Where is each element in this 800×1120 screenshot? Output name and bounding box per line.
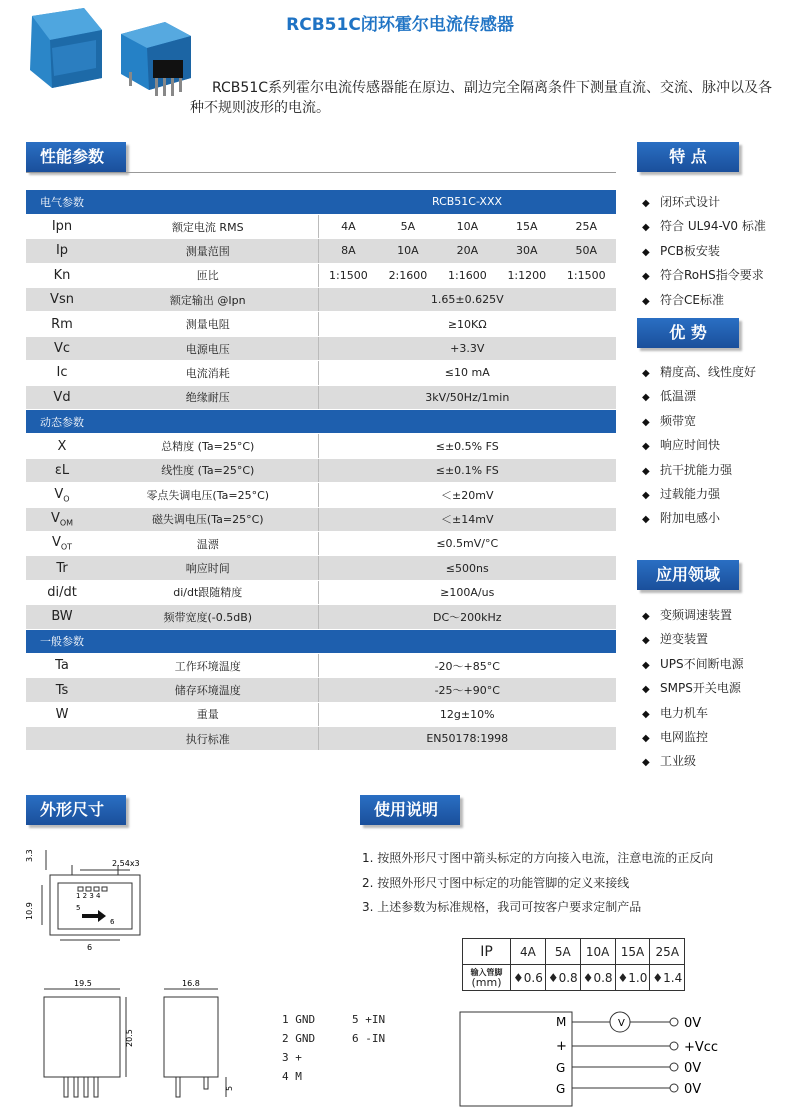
list-item (642, 725, 744, 749)
page-title: RCB51C闭环霍尔电流传感器 (286, 15, 514, 35)
list-item (642, 652, 744, 676)
spec-name: 总精度 (Ta=25°C) (98, 434, 318, 458)
diamond-bullet-icon: ◆ (642, 295, 650, 307)
dim-3.3: 3.3 (25, 849, 34, 862)
wiring-diagram (458, 1010, 738, 1110)
spec-name: 额定电流 RMS (98, 214, 318, 238)
spec-value: 25A (557, 214, 616, 238)
usage-item: 2. 按照外形尺寸图中标定的功能管脚的定义来接线 (362, 875, 630, 890)
spec-symbol: Kn (26, 263, 98, 287)
list-item-label: PCB板安装 (660, 243, 720, 258)
dimension-drawing-top (20, 840, 160, 960)
table-row (26, 678, 616, 702)
pin-6-label: 6 (110, 918, 115, 926)
pin-table-current: 5A (545, 939, 580, 965)
list-item (642, 433, 756, 457)
table-row (26, 385, 616, 409)
dim-2.54x3: 2.54x3 (112, 859, 140, 868)
list-item (642, 458, 756, 482)
spec-symbol: BW (26, 605, 98, 629)
spec-name: 测量范围 (98, 239, 318, 263)
table-row (26, 239, 616, 263)
pin-table-diameter: ♦1.4 (650, 965, 685, 991)
list-item-label: UPS不间断电源 (660, 656, 744, 671)
spec-value: 1.65±0.625V (318, 288, 616, 312)
list-item (642, 288, 766, 312)
applications-header: 应用领域 (637, 560, 739, 590)
diamond-bullet-icon: ◆ (642, 416, 650, 428)
spec-symbol-base: V (54, 486, 64, 502)
spec-symbol: Ts (26, 678, 98, 702)
diamond-bullet-icon: ◆ (642, 246, 650, 258)
spec-name: 绝缘耐压 (98, 385, 318, 409)
diamond-bullet-icon: ◆ (642, 489, 650, 501)
spec-name: 工作环境温度 (98, 653, 318, 677)
table-row (26, 702, 616, 726)
diamond-bullet-icon: ◆ (642, 271, 650, 283)
table-row (26, 458, 616, 482)
spec-value: 3kV/50Hz/1min (318, 385, 616, 409)
diamond-bullet-icon: ◆ (642, 732, 650, 744)
table-row (26, 605, 616, 629)
spec-value: ≥100A/us (318, 580, 616, 604)
dim-5: 5 (225, 1085, 234, 1091)
spec-symbol-sub: O (63, 494, 70, 504)
diamond-bullet-icon: ◆ (642, 635, 650, 647)
spec-value: 50A (557, 239, 616, 263)
table-row (26, 483, 616, 507)
spec-symbol: Ip (26, 239, 98, 263)
diamond-bullet-icon: ◆ (642, 514, 650, 526)
pin-4: 4 M (282, 1070, 302, 1083)
pin-table-diameter: ♦0.6 (511, 965, 546, 991)
spec-value: ≤10 mA (318, 361, 616, 385)
spec-value: 15A (497, 214, 556, 238)
spec-symbol: Ipn (26, 214, 98, 238)
list-item (642, 263, 766, 287)
spec-name: 电流消耗 (98, 361, 318, 385)
spec-name: 额定输出 @Ipn (98, 288, 318, 312)
spec-value: 30A (497, 239, 556, 263)
diamond-bullet-icon: ◆ (642, 392, 650, 404)
spec-value: ＜±14mV (318, 507, 616, 531)
pin-table-diameter: ♦0.8 (580, 965, 615, 991)
diamond-bullet-icon: ◆ (642, 611, 650, 622)
list-item-label: 精度高、线性度好 (660, 365, 757, 379)
table-row (26, 288, 616, 312)
pin-table-label-top: 输入管脚 (470, 967, 503, 977)
spec-value: 2:1600 (378, 263, 437, 287)
table-row (26, 214, 616, 238)
spec-value: ≤±0.1% FS (318, 458, 616, 482)
pin-5-label: 5 (76, 904, 81, 912)
dim-6: 6 (87, 943, 93, 952)
product-image-side (115, 22, 193, 100)
table-row (26, 434, 616, 458)
spec-name: 响应时间 (98, 556, 318, 580)
list-item-label: 闭环式设计 (660, 195, 721, 209)
list-item-label: 变频调速装置 (660, 608, 733, 622)
list-item-label: 响应时间快 (660, 438, 721, 453)
spec-model-label (318, 629, 616, 653)
list-item-label: 低温漂 (660, 389, 697, 404)
wire-label-g2: G (556, 1082, 566, 1096)
spec-value: DC～200kHz (318, 605, 616, 629)
spec-table (26, 190, 616, 751)
pin-table-current: 15A (615, 939, 650, 965)
list-item-label: SMPS开关电源 (660, 681, 741, 696)
list-item-label: 过载能力强 (660, 486, 721, 501)
spec-symbol: Vsn (26, 288, 98, 312)
wire-out-1: 0V (684, 1016, 702, 1031)
pin-table-label-bottom: (mm) (471, 975, 502, 989)
diamond-bullet-icon: ◆ (642, 659, 650, 671)
pin-2: 2 GND (282, 1032, 316, 1045)
features-list (642, 190, 766, 312)
spec-group-label: 动态参数 (26, 410, 318, 434)
product-image-front (22, 8, 104, 88)
usage-item: 3. 上述参数为标准规格，我司可按客户要求定制产品 (362, 900, 642, 914)
spec-group-label: 电气参数 (26, 190, 318, 214)
list-item-label: 附加电感小 (660, 511, 721, 526)
diamond-bullet-icon: ◆ (642, 465, 650, 477)
wire-out-4: 0V (684, 1082, 702, 1097)
spec-value: ≤500ns (318, 556, 616, 580)
spec-value: -20～+85°C (318, 653, 616, 677)
list-item-label: 逆变装置 (660, 632, 709, 647)
table-row (26, 556, 616, 580)
spec-name: 匝比 (98, 263, 318, 287)
dimension-drawing-front (20, 975, 260, 1115)
wire-label-plus: + (556, 1039, 567, 1054)
spec-symbol (26, 531, 98, 555)
list-item-label: 频带宽 (660, 413, 697, 428)
advantages-list (642, 360, 756, 531)
spec-value: 20A (438, 239, 497, 263)
spec-group-header (26, 629, 616, 653)
diamond-bullet-icon: ◆ (642, 441, 650, 453)
spec-symbol: Ic (26, 361, 98, 385)
intro-text: RCB51C系列霍尔电流传感器能在原边、副边完全隔离条件下测量直流、交流、脉冲以及各种不规则波形的电流。 (190, 80, 772, 116)
spec-value: ≥10KΩ (318, 312, 616, 336)
list-item (642, 360, 756, 384)
table-row (26, 727, 616, 751)
pin-list-left (282, 1010, 315, 1086)
spec-symbol-base: V (51, 535, 61, 551)
spec-value: 1:1200 (497, 263, 556, 287)
list-item (642, 676, 744, 700)
spec-symbol: Rm (26, 312, 98, 336)
list-item (642, 239, 766, 263)
spec-name: 执行标准 (98, 727, 318, 751)
spec-value: 4A (318, 214, 378, 238)
spec-group-label: 一般参数 (26, 629, 318, 653)
spec-symbol: Vc (26, 336, 98, 360)
spec-symbol (26, 507, 98, 531)
table-row (26, 336, 616, 360)
spec-symbol-base: V (50, 510, 60, 526)
list-item (642, 384, 756, 408)
spec-value: 1:1600 (438, 263, 497, 287)
spec-name: 重量 (98, 702, 318, 726)
diamond-bullet-icon: ◆ (642, 222, 650, 234)
spec-symbol: Tr (26, 556, 98, 580)
spec-symbol-sub: OT (60, 542, 73, 552)
pin-table-diameter: ♦1.0 (615, 965, 650, 991)
pin-6: 6 -IN (352, 1032, 386, 1045)
spec-symbol: W (26, 702, 98, 726)
spec-name: 测量电阻 (98, 312, 318, 336)
spec-group-header (26, 190, 616, 214)
table-row (26, 312, 616, 336)
spec-name: 电源电压 (98, 336, 318, 360)
spec-name: 储存环境温度 (98, 678, 318, 702)
table-row (26, 361, 616, 385)
pin-table-head: IP (463, 939, 511, 965)
spec-symbol: di/dt (26, 580, 98, 604)
spec-value: 1:1500 (557, 263, 616, 287)
spec-value: ≤0.5mV/°C (318, 531, 616, 555)
list-item (642, 627, 744, 651)
spec-name: 温漂 (98, 531, 318, 555)
wire-label-m: M (556, 1015, 567, 1029)
pin-numbers-top: 1 2 3 4 (76, 892, 101, 900)
spec-name: 零点失调电压(Ta=25°C) (98, 483, 318, 507)
section-divider (26, 172, 616, 173)
spec-symbol (26, 483, 98, 507)
list-item (642, 749, 744, 773)
dim-10.9: 10.9 (25, 902, 34, 920)
spec-value: 5A (378, 214, 437, 238)
spec-group-header (26, 410, 616, 434)
usage-item: 1. 按照外形尺寸图中箭头标定的方向接入电流，注意电流的正反向 (362, 851, 714, 865)
pin-3: 3 + (282, 1051, 302, 1064)
pin-table-label (463, 965, 511, 991)
usage-section-header: 使用说明 (360, 795, 460, 825)
pin-1: 1 GND (282, 1013, 316, 1026)
spec-name: 频带宽度(-0.5dB) (98, 605, 318, 629)
spec-value: 10A (438, 214, 497, 238)
list-item (642, 506, 756, 530)
diamond-bullet-icon: ◆ (642, 757, 650, 769)
wire-out-2: +Vcc (684, 1040, 719, 1055)
spec-name: 磁失调电压(Ta=25°C) (98, 507, 318, 531)
features-header: 特 点 (637, 142, 739, 172)
list-item-label: 电力机车 (660, 705, 709, 720)
pin-table-current: 4A (511, 939, 546, 965)
list-item-label: 符合RoHS指令要求 (660, 268, 764, 283)
diamond-bullet-icon: ◆ (642, 368, 650, 379)
spec-value: ＜±20mV (318, 483, 616, 507)
spec-value: -25～+90°C (318, 678, 616, 702)
spec-symbol-sub: OM (59, 518, 74, 528)
spec-symbol: X (26, 434, 98, 458)
dim-19.5: 19.5 (74, 979, 92, 988)
spec-symbol: Vd (26, 385, 98, 409)
list-item (642, 482, 756, 506)
spec-value: EN50178:1998 (318, 727, 616, 751)
spec-value: +3.3V (318, 336, 616, 360)
pin-diameter-table (462, 938, 685, 991)
list-item (642, 214, 766, 238)
table-row (26, 263, 616, 287)
list-item (642, 701, 744, 725)
dim-16.8: 16.8 (182, 979, 200, 988)
table-row (26, 580, 616, 604)
spec-value: 10A (378, 239, 437, 263)
spec-value: 8A (318, 239, 378, 263)
diamond-bullet-icon: ◆ (642, 708, 650, 720)
pin-table-diameter: ♦0.8 (545, 965, 580, 991)
list-item-label: 电网监控 (660, 729, 709, 744)
wire-out-3: 0V (684, 1061, 702, 1076)
voltmeter-icon: V (618, 1018, 625, 1029)
table-row (26, 653, 616, 677)
spec-value: 1:1500 (318, 263, 378, 287)
diamond-bullet-icon: ◆ (642, 684, 650, 696)
dimensions-section-header: 外形尺寸 (26, 795, 126, 825)
wire-label-g1: G (556, 1061, 566, 1075)
table-row (26, 507, 616, 531)
spec-model-label (318, 410, 616, 434)
diamond-bullet-icon: ◆ (642, 198, 650, 209)
spec-value: ≤±0.5% FS (318, 434, 616, 458)
pin-5: 5 +IN (352, 1013, 386, 1026)
list-item-label: 符合 UL94-V0 标准 (660, 219, 766, 234)
list-item-label: 符合CE标准 (660, 292, 724, 307)
usage-list (362, 848, 713, 922)
spec-symbol (26, 727, 98, 751)
pin-table-current: 10A (580, 939, 615, 965)
spec-value: 12g±10% (318, 702, 616, 726)
pin-table-current: 25A (650, 939, 685, 965)
dim-20.5: 20.5 (125, 1029, 134, 1047)
advantages-header: 优 势 (637, 318, 739, 348)
applications-list (642, 603, 744, 774)
spec-model-label: RCB51C-XXX (318, 190, 616, 214)
list-item (642, 190, 766, 214)
spec-name: 线性度 (Ta=25°C) (98, 458, 318, 482)
spec-symbol: Ta (26, 653, 98, 677)
list-item-label: 抗干扰能力强 (660, 462, 733, 477)
list-item (642, 409, 756, 433)
list-item (642, 603, 744, 627)
spec-symbol: εL (26, 458, 98, 482)
spec-name: di/dt跟随精度 (98, 580, 318, 604)
table-row (26, 531, 616, 555)
list-item-label: 工业级 (660, 754, 697, 769)
performance-section-header: 性能参数 (26, 142, 126, 172)
pin-list-right (352, 1010, 385, 1048)
